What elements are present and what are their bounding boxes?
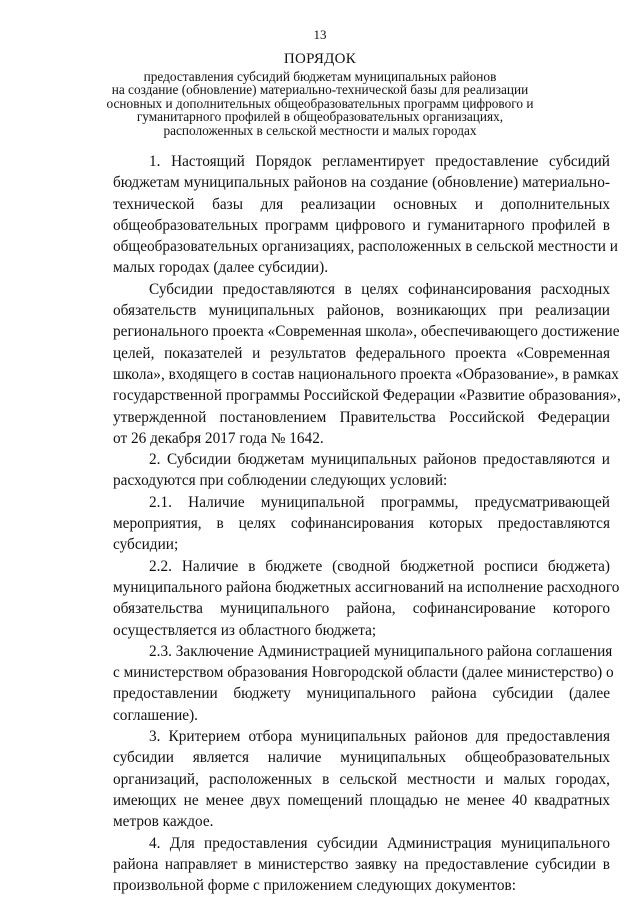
paragraph-1	[113, 151, 618, 279]
body-line: расходуются при соблюдении следующих условий:	[113, 472, 448, 490]
body-line: метров каждое.	[113, 813, 214, 831]
paragraph-3	[113, 726, 610, 832]
body-line: государственной программы Российской Федерации «Развитие образования»,	[113, 387, 621, 405]
body-line: 4. Для предоставления субсидии Администрация муниципального	[149, 834, 610, 852]
body-line: имеющих не менее двух помещений площадью не менее 40 квадратных	[113, 791, 610, 809]
subtitle-line: предоставления субсидий бюджетам муниципальных районов	[143, 69, 497, 84]
subtitle-line: расположенных в сельской местности и малых городах	[163, 122, 477, 138]
body-line: 2.1. Наличие муниципальной программы, предусматривающей	[149, 493, 610, 511]
body-line: 2.3. Заключение Администрацией муниципального района соглашения	[149, 642, 613, 660]
body-line: муниципального района бюджетных ассигнований на исполнение расходного	[113, 578, 620, 596]
body-line: Субсидии предоставляются в целях софинансирования расходных	[149, 280, 610, 298]
paragraph-2-1	[113, 492, 610, 556]
paragraph-subsidy-purpose	[113, 279, 621, 449]
body-line: соглашение).	[113, 706, 199, 724]
body-line: 2. Субсидии бюджетам муниципальных районов предоставляются и	[149, 451, 610, 469]
body-line: от 26 декабря 2017 года № 1642.	[113, 429, 324, 447]
document-subtitle	[100, 70, 540, 137]
body-line: утвержденной постановлением Правительства Российской Федерации	[113, 408, 610, 426]
body-line: предоставлении бюджету муниципального района субсидии (далее	[113, 685, 610, 703]
body-line: 1. Настоящий Порядок регламентирует предоставление субсидий	[149, 153, 610, 170]
body-line: района направляет в министерство заявку на предоставление субсидии в	[113, 855, 610, 873]
body-line: школа», входящего в состав национального проекта «Образование», в рамках	[113, 365, 619, 383]
body-line: организаций, расположенных в сельской местности и малых городах,	[113, 770, 610, 788]
body-line: целей, показателей и результатов федерального проекта «Современная	[113, 344, 610, 362]
paragraph-2-2	[113, 556, 620, 641]
body-line: произвольной форме с приложением следующих документов:	[113, 877, 517, 895]
body-line: 3. Критерием отбора муниципальных районов для предоставления	[149, 728, 610, 746]
document-body	[113, 151, 621, 896]
body-line: с министерством образования Новгородской области (далее министерство) о	[113, 664, 614, 682]
body-line: технической базы для реализации основных и дополнительных	[113, 195, 610, 213]
paragraph-2	[113, 449, 610, 492]
document-title: ПОРЯДОК	[283, 51, 357, 67]
body-line: обязательства муниципального района, софинансирование которого	[113, 600, 610, 618]
subtitle-line: основных и дополнительных общеобразовательных программ цифрового и	[106, 95, 534, 111]
body-line: бюджетам муниципальных районов на создание (обновление) материально-	[113, 174, 610, 192]
body-line: обязательств муниципальных районов, возникающих при реализации	[113, 302, 610, 320]
body-line: 2.2. Наличие в бюджете (сводной бюджетной росписи бюджета)	[149, 557, 610, 575]
subtitle-line: на создание (обновление) материально-технической базы для реализации	[111, 82, 529, 98]
body-line: субсидии;	[113, 536, 179, 554]
body-line: регионального проекта «Современная школа», обеспечивающего достижение	[113, 323, 620, 341]
subtitle-line: гуманитарного профилей в общеобразовательных организациях,	[136, 109, 504, 125]
body-line: осуществляется из областного бюджета;	[113, 621, 377, 639]
page-number: 13	[313, 27, 327, 42]
body-line: общеобразовательных программ цифрового и гуманитарного профилей в	[113, 216, 610, 234]
body-line: субсидии является наличие муниципальных общеобразовательных	[113, 749, 610, 767]
paragraph-4	[113, 833, 610, 897]
paragraph-2-3	[113, 641, 614, 726]
body-line: общеобразовательных организациях, расположенных в сельской местности и	[113, 238, 618, 256]
body-line: малых городах (далее субсидии).	[113, 259, 329, 277]
body-line: мероприятия, в целях софинансирования которых предоставляются	[113, 515, 610, 533]
